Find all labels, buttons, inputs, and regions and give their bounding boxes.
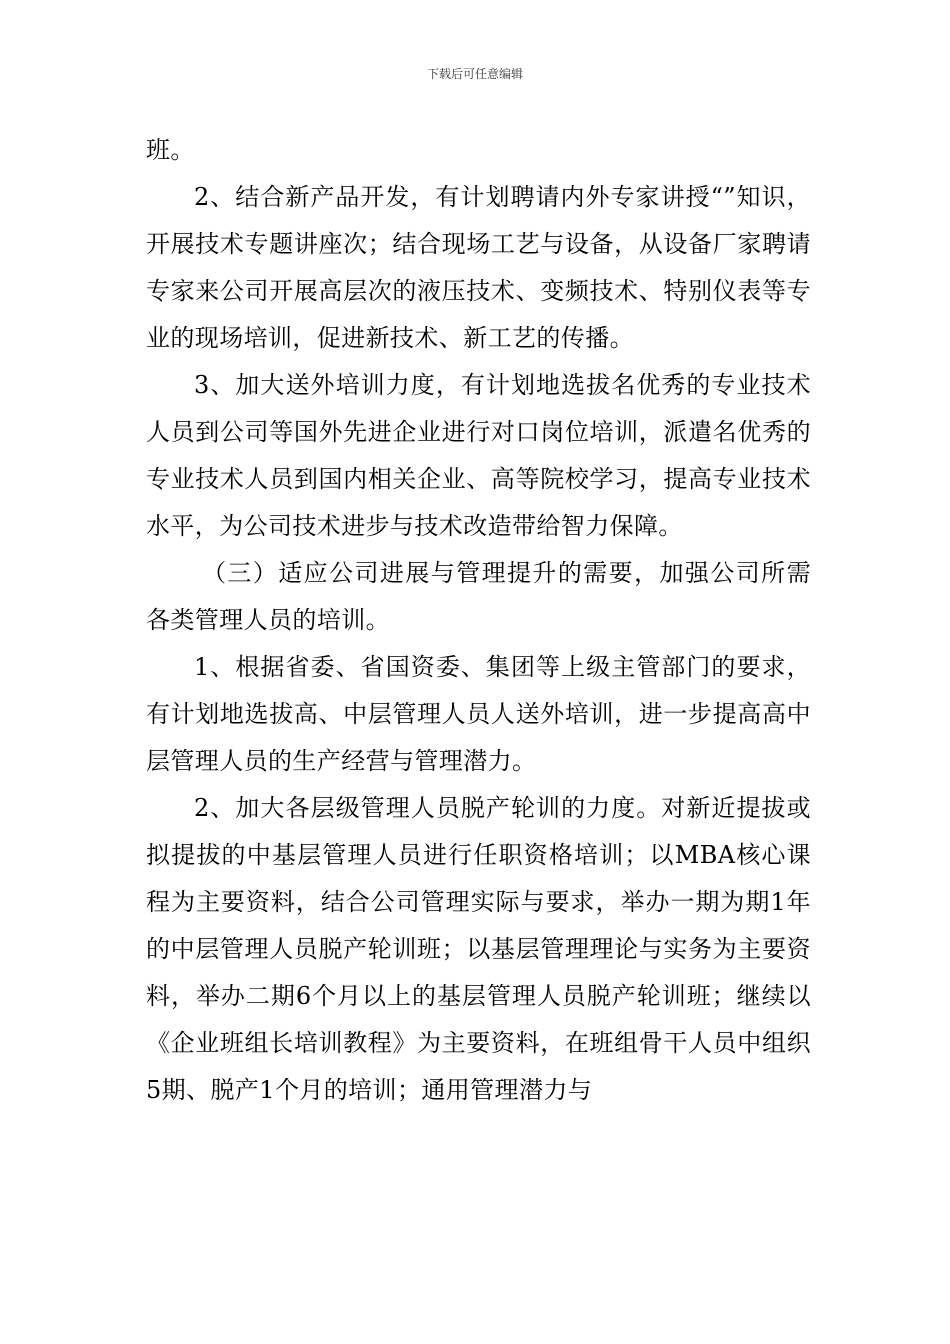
paragraph-2: 2、结合新产品开发，有计划聘请内外专家讲授“”知识，开展技术专题讲座次；结合现场工艺与设备，从设备厂家聘请专家来公司开展高层次的液压技术、变频技术、特别仪表等专业的现场培训，促进新技术、新工艺的传播。 — [146, 183, 811, 352]
paragraph-3: 3、加大送外培训力度，有计划地选拔名优秀的专业技术人员到公司等国外先进企业进行对口岗位培训，派遣名优秀的专业技术人员到国内相关企业、高等院校学习，提高专业技术水平，为公司技术进步与技术改造带给智力保障。 — [146, 371, 811, 540]
paragraph-5: 2、加大各层级管理人员脱产轮训的力度。对新近提拔或拟提拔的中基层管理人员进行任职资格培训；以MBA核心课程为主要资料，结合公司管理实际与要求，举办一期为期1年的中层管理人员脱产轮训班；以基层管理理论与实务为主要资料，举办二期6个月以上的基层管理人员脱产轮训班；继续以《企业班组长培训教程》为主要资料，在班组骨干人员中组织5期、脱产1个月的培训；通用管理潜力与 — [146, 794, 811, 1104]
paragraph-1: 班。 — [146, 136, 195, 164]
section-heading-3: （三）适应公司进展与管理提升的需要，加强公司所需各类管理人员的培训。 — [146, 559, 811, 634]
paragraph-4: 1、根据省委、省国资委、集团等上级主管部门的要求，有计划地选拔高、中层管理人员人送外培训，进一步提高高中层管理人员的生产经营与管理潜力。 — [146, 653, 811, 775]
document-body — [146, 127, 811, 1114]
page-header-note: 下载后可任意编辑 — [426, 67, 523, 81]
